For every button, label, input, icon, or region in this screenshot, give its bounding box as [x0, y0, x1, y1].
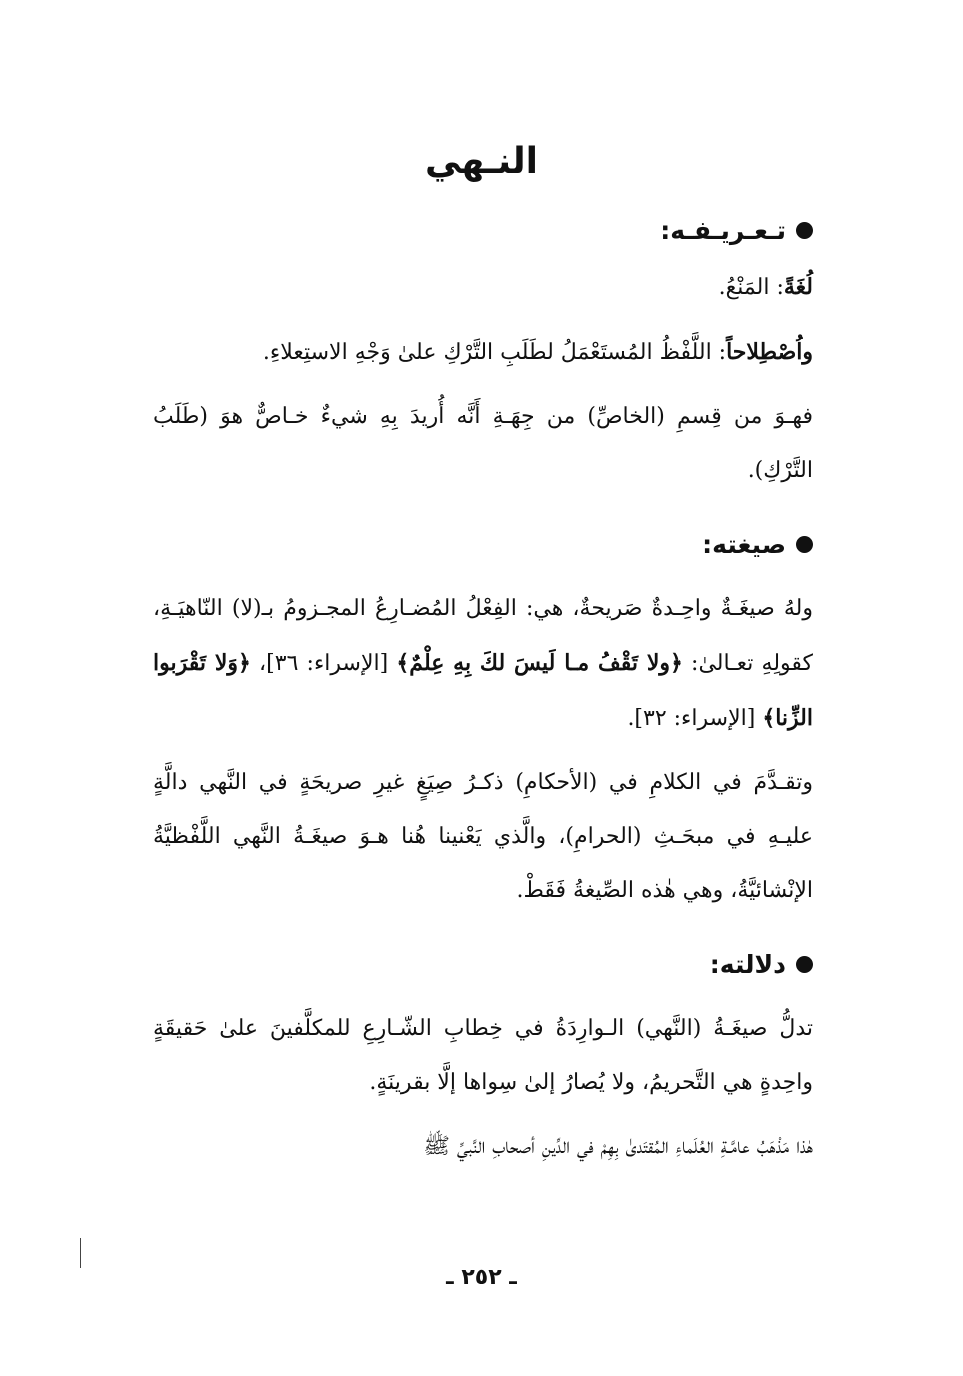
technical-label: واُصْطِلاحاً: [726, 339, 813, 365]
form-paragraph: [153, 582, 813, 746]
heading-text: تـعـريـفـه:: [660, 215, 786, 245]
linguistic-definition: [153, 260, 813, 315]
bullet-icon: [796, 956, 813, 973]
technical-text: : اللَّفْظُ المُستَعْمَلُ لطَلَبِ التَّرْكِ علىٰ وَجْهِ الاستِعلاءِ.: [262, 340, 727, 365]
section-heading-definition: [153, 210, 813, 250]
heading-text: دلالته:: [709, 949, 786, 979]
form-text: ولهُ صيغَـةٌ واحِـدةٌ صَريحةٌ، هي: الفِعْلُ المُضـارِعُ المجـزومُ بـ(لا) النّاهيَـةِ، كقولِهِ تعـالىٰ:: [153, 596, 814, 676]
page-body: [153, 210, 813, 1174]
verse-reference: [الإسراء: ٣٦]،: [250, 651, 397, 676]
bullet-icon: [796, 222, 813, 239]
chapter-title: النـهي: [424, 141, 539, 182]
indication-note-paragraph: هٰذا مَذْهَبُ عامَّـةِ العُلَماءِ المُقتَدىٰ بِهِمْ في الدِّينِ أصحابِ النَّبيِّ ﷺ: [423, 1134, 813, 1159]
verse-reference: [الإسراء: ٣٢].: [627, 706, 763, 731]
quran-verse: ﴿وَلا تَقْرَبوا الزِّنا﴾: [153, 650, 813, 731]
technical-definition: [153, 325, 813, 380]
heading-text: صيغته:: [702, 529, 786, 559]
section-heading-indication: [153, 944, 813, 984]
definition-note: فهـوَ من قِسمِ (الخاصِّ) من جِهَـةِ أَنَّه أُريدَ بِهِ شيءٌ خـاصٌّ هوَ (طَلَبُ التَّرْكِ).: [153, 404, 813, 483]
linguistic-label: لُغَةً: [783, 274, 813, 300]
quran-verse: ﴿ولا تَقْفُ مـا لَيسَ لكَ بِهِ عِلْمٌ﴾: [396, 650, 683, 676]
indication-paragraph: تدلُّ صيغَـةُ (النَّهي) الـوارِدَةُ في خِطابِ الشّـارِعِ للمكلَّفينَ علىٰ حَقيقَةٍ واحِدةٍ هي التَّحريمُ، ولا يُصارُ إلىٰ سِواها إلَّا بقرينَةٍ.: [153, 1016, 813, 1095]
bullet-icon: [796, 536, 813, 553]
form-note-paragraph: وتقـدَّمَ في الكلامِ في (الأحكامِ) ذكـرُ صِيَغٍ غيرِ صريحَةٍ في النَّهي دالَّةٍ عليـهِ في مبحَـثِ (الحرامِ)، والَّذي يَعْنينا هُنا هـوَ صيغَـةُ النَّهي اللَّفْظيَّةُ الإنْشائيَّةُ، وهي هٰذه الصِّيغةُ فَقَطْ.: [153, 770, 813, 903]
section-heading-form: [153, 524, 813, 564]
linguistic-text: : المَنْعُ.: [718, 275, 784, 300]
page-number: ـ ٢٥٢ ـ: [446, 1265, 517, 1290]
